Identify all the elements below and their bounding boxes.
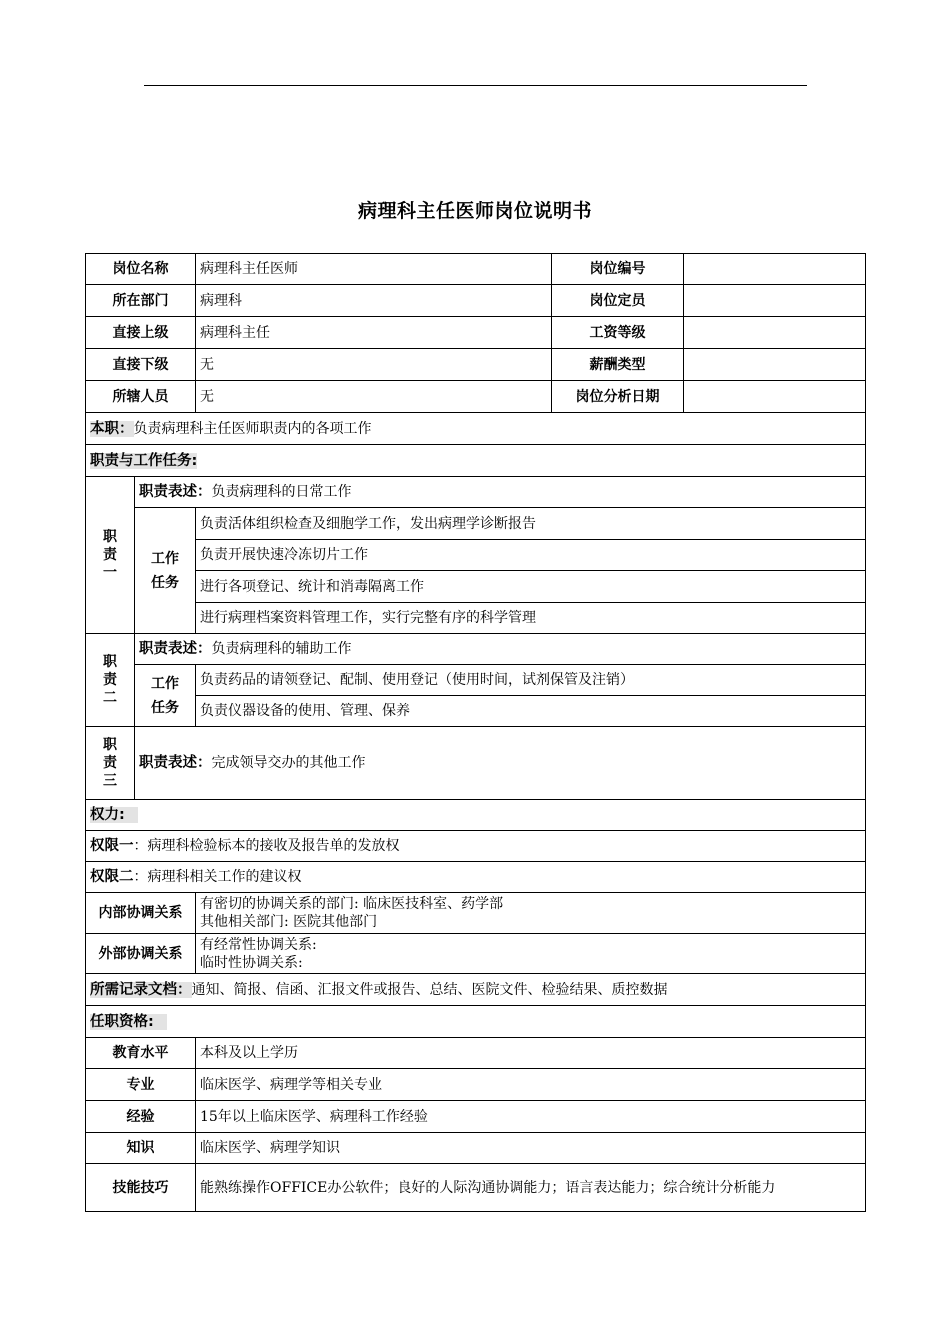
- field-label: 所在部门: [86, 285, 196, 317]
- internal-relations-line: 有密切的协调关系的部门: 临床医技科室、药学部: [200, 896, 504, 912]
- duty-3-label: 职责三: [86, 727, 135, 800]
- duty-desc-text: 负责病理科的辅助工作: [211, 641, 352, 657]
- qualifications-header-row: [86, 1006, 866, 1038]
- field-label: 岗位定员: [552, 285, 684, 317]
- job-description-table: [85, 253, 866, 1212]
- qualification-row: [86, 1038, 866, 1069]
- task-item: 进行病理档案资料管理工作，实行完整有序的科学管理: [196, 603, 866, 634]
- duties-header: 职责与工作任务:: [90, 452, 198, 469]
- main-duty-row: [86, 413, 866, 445]
- power-header-row: [86, 800, 866, 831]
- power-row: [86, 862, 866, 893]
- field-label: 岗位编号: [552, 254, 684, 285]
- document-title: 病理科主任医师岗位说明书: [357, 200, 592, 222]
- info-row: [86, 285, 866, 317]
- field-label: 直接上级: [86, 317, 196, 349]
- internal-relations-value: [196, 893, 866, 934]
- external-relations-value: [196, 934, 866, 974]
- field-label: 工资等级: [552, 317, 684, 349]
- field-value: 病理科: [196, 285, 552, 317]
- task-item: 负责药品的请领登记、配制、使用登记（使用时间，试剂保管及注销）: [196, 665, 866, 696]
- duty-1-desc: [135, 477, 866, 508]
- duty-desc-label: 职责表述：: [139, 755, 212, 771]
- duty-desc-label: 职责表述：: [139, 641, 212, 657]
- qualification-value: 15年以上临床医学、病理科工作经验: [196, 1101, 866, 1133]
- external-relations-row: [86, 934, 866, 974]
- main-duty-label: 本职：: [90, 420, 134, 437]
- field-label: 岗位分析日期: [552, 381, 684, 413]
- task-row: [86, 603, 866, 634]
- task-row: [86, 696, 866, 727]
- field-label: 所辖人员: [86, 381, 196, 413]
- task-row: [86, 665, 866, 696]
- qualification-label: 知识: [86, 1133, 196, 1164]
- external-relations-line: 临时性协调关系:: [200, 954, 303, 971]
- field-value: [684, 381, 866, 413]
- duty-3-desc: [135, 727, 866, 800]
- external-relations-label: 外部协调关系: [86, 934, 196, 974]
- power-label: 权限一: [90, 838, 134, 854]
- task-row: [86, 508, 866, 540]
- field-label: 直接下级: [86, 349, 196, 381]
- qualification-value: 能熟练操作OFFICE办公软件；良好的人际沟通协调能力；语言表达能力；综合统计分析能力: [196, 1164, 866, 1212]
- info-row: [86, 317, 866, 349]
- qualification-value: 临床医学、病理学等相关专业: [196, 1069, 866, 1101]
- duties-header-cell: [86, 445, 866, 477]
- field-value: [684, 349, 866, 381]
- qualification-label: 经验: [86, 1101, 196, 1133]
- records-text: 通知、简报、信函、汇报文件或报告、总结、医院文件、检验结果、质控数据: [191, 981, 668, 998]
- main-duty-text: 负责病理科主任医师职责内的各项工作: [133, 420, 372, 437]
- task-row: [86, 571, 866, 603]
- qualification-value: 本科及以上学历: [196, 1038, 866, 1069]
- qualifications-header-cell: [86, 1006, 866, 1038]
- duty-desc-row: [86, 634, 866, 665]
- field-value: [684, 317, 866, 349]
- qualification-row: [86, 1069, 866, 1101]
- power-text: ：病理科检验标本的接收及报告单的发放权: [133, 838, 400, 854]
- power-label: 权限二: [90, 869, 134, 885]
- internal-relations-row: [86, 893, 866, 934]
- info-row: [86, 254, 866, 285]
- duty-desc-text: 负责病理科的日常工作: [211, 484, 352, 500]
- external-relations-line: 有经常性协调关系:: [200, 936, 317, 953]
- power-item: [86, 862, 866, 893]
- field-value: [684, 254, 866, 285]
- qualification-label: 教育水平: [86, 1038, 196, 1069]
- records-label: 所需记录文档：: [90, 981, 192, 998]
- task-item: 负责活体组织检查及细胞学工作，发出病理学诊断报告: [196, 508, 866, 540]
- qualifications-header: 任职资格:: [90, 1013, 154, 1030]
- records-cell: [86, 974, 866, 1006]
- work-task-label: 工作任务: [135, 508, 196, 634]
- task-item: 负责开展快速冷冻切片工作: [196, 540, 866, 571]
- qualification-row: [86, 1133, 866, 1164]
- duty-desc-label: 职责表述：: [139, 484, 212, 500]
- work-task-label: 工作任务: [135, 665, 196, 727]
- power-text: ：病理科相关工作的建议权: [133, 869, 302, 885]
- header-rule: [144, 85, 807, 86]
- power-item: [86, 831, 866, 862]
- field-value: 无: [196, 349, 552, 381]
- qualification-value: 临床医学、病理学知识: [196, 1133, 866, 1164]
- info-row: [86, 349, 866, 381]
- duty-1-label: 职责一: [86, 477, 135, 634]
- duty-2-desc: [135, 634, 866, 665]
- duties-header-row: [86, 445, 866, 477]
- field-value: 病理科主任: [196, 317, 552, 349]
- qualification-label: 技能技巧: [86, 1164, 196, 1212]
- task-row: [86, 540, 866, 571]
- task-item: 负责仪器设备的使用、管理、保养: [196, 696, 866, 727]
- duty-2-label: 职责二: [86, 634, 135, 727]
- field-value: [684, 285, 866, 317]
- qualification-row: [86, 1101, 866, 1133]
- duty-desc-row: [86, 727, 866, 800]
- power-header-cell: [86, 800, 866, 831]
- duty-desc-text: 完成领导交办的其他工作: [211, 755, 366, 771]
- qualification-label: 专业: [86, 1069, 196, 1101]
- task-item: 进行各项登记、统计和消毒隔离工作: [196, 571, 866, 603]
- duty-desc-row: [86, 477, 866, 508]
- internal-relations-label: 内部协调关系: [86, 893, 196, 934]
- power-header: 权力:: [90, 807, 125, 823]
- qualification-row: [86, 1164, 866, 1212]
- internal-relations-line: 其他相关部门: 医院其他部门: [200, 914, 378, 930]
- records-row: [86, 974, 866, 1006]
- info-row: [86, 381, 866, 413]
- field-label: 薪酬类型: [552, 349, 684, 381]
- power-row: [86, 831, 866, 862]
- main-duty-cell: [86, 413, 866, 445]
- field-value: 无: [196, 381, 552, 413]
- field-label: 岗位名称: [86, 254, 196, 285]
- field-value: 病理科主任医师: [196, 254, 552, 285]
